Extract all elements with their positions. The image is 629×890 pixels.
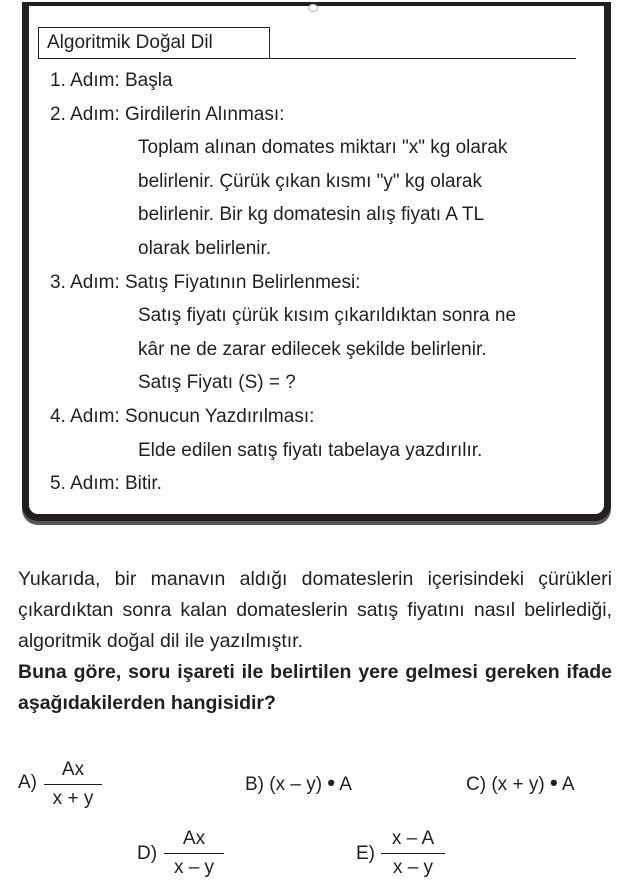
question-text xyxy=(18,564,612,719)
option-a-fraction-bar xyxy=(44,784,102,785)
option-a-fraction[interactable] xyxy=(44,758,102,811)
algorithm-step-line: 4. Adım: Sonucun Yazdırılması: xyxy=(50,406,315,427)
algorithm-body-line: olarak belirlenir. xyxy=(138,238,272,259)
title-underline xyxy=(38,58,576,59)
question-intro: Yukarıda, bir manavın aldığı domateslerin içerisindeki çürükleri çıkardıktan sonra kalan domateslerin satış fiyatını nasıl belirlediği, algoritmik doğal dil ile yazılmıştır. xyxy=(18,568,612,652)
option-c[interactable] xyxy=(466,771,575,797)
algorithm-body-line: Toplam alınan domates miktarı "x" kg olarak xyxy=(138,137,508,159)
algorithm-step-line: 2. Adım: Girdilerin Alınması: xyxy=(50,103,285,125)
question-prompt: Buna göre, soru işareti ile belirtilen yere gelmesi gereken ifade aşağıdakilerden hangisidir? xyxy=(18,661,612,714)
option-b-expression: (x – y) xyxy=(269,774,323,795)
option-d-numerator: Ax xyxy=(182,828,206,849)
algorithm-body-line: belirlenir. Bir kg domatesin alış fiyatı A TL xyxy=(138,204,485,226)
option-d-denominator: x – y xyxy=(173,857,215,878)
option-d-fraction-bar xyxy=(164,853,224,854)
option-c-label: C) xyxy=(466,774,487,795)
option-a-numerator: Ax xyxy=(61,759,85,780)
option-e-label[interactable]: E) xyxy=(356,843,375,864)
option-a-denominator: x + y xyxy=(52,788,94,809)
algorithm-body-line: Elde edilen satış fiyatı tabelaya yazdırılır. xyxy=(138,439,483,461)
algorithm-body-line: belirlenir. Çürük çıkan kısmı "y" kg olarak xyxy=(138,170,482,192)
option-e-denominator: x – y xyxy=(392,857,434,878)
algorithm-body-line: Satış fiyatı çürük kısım çıkarıldıktan sonra ne xyxy=(138,305,517,327)
algorithm-title: Algoritmik Doğal Dil xyxy=(38,27,270,59)
option-c-multiply-dot: • xyxy=(549,770,558,795)
option-d-label[interactable]: D) xyxy=(137,843,158,864)
algorithm-step-line: 5. Adım: Bitir. xyxy=(50,473,162,495)
algorithm-body-line: kâr ne de zarar edilecek şekilde belirlenir. xyxy=(138,338,487,360)
algorithm-step-line: 3. Adım: Satış Fiyatının Belirlenmesi: xyxy=(50,271,361,293)
board-hanger-hole xyxy=(308,4,318,12)
option-e-fraction-bar xyxy=(381,853,445,854)
option-a-label[interactable]: A) xyxy=(18,772,37,793)
option-e-fraction[interactable] xyxy=(381,827,445,880)
algorithm-body-line: Satış Fiyatı (S) = ? xyxy=(138,372,296,394)
option-c-expression: (x + y) xyxy=(491,774,545,795)
option-e-numerator: x – A xyxy=(391,828,435,849)
option-d-fraction[interactable] xyxy=(164,827,224,880)
option-b-tail: A xyxy=(339,774,352,795)
option-b-multiply-dot: • xyxy=(327,770,336,795)
option-b-label: B) xyxy=(245,774,264,795)
option-c-tail: A xyxy=(561,774,575,795)
option-b[interactable] xyxy=(245,771,352,797)
algorithm-step-line: 1. Adım: Başla xyxy=(50,70,173,91)
